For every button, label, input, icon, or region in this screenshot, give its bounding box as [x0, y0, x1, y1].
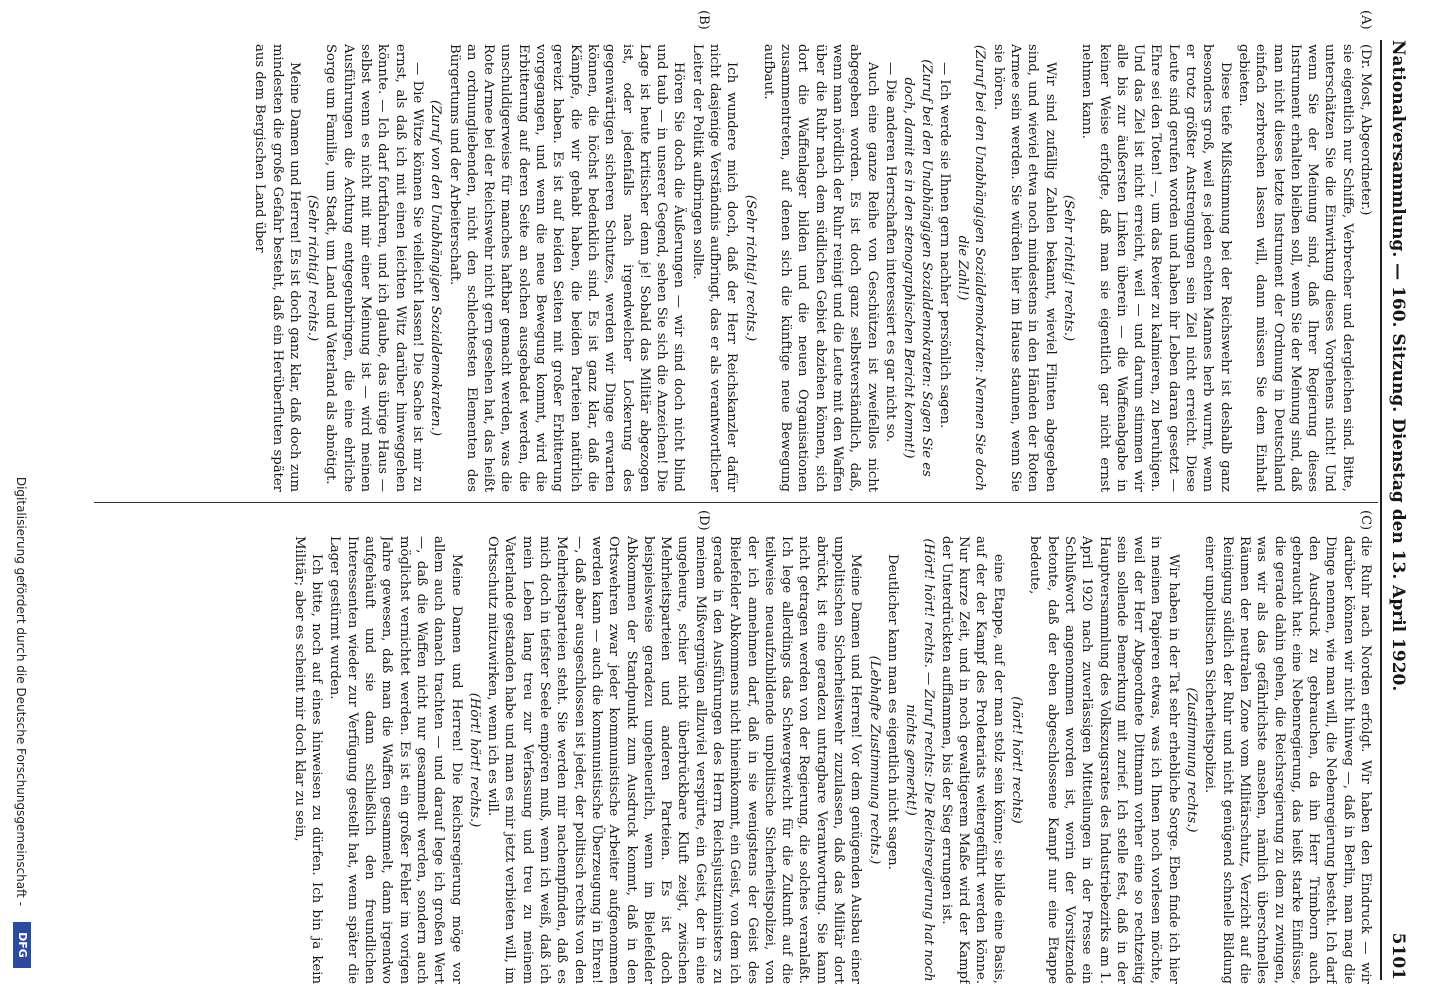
paragraph: Hören Sie doch die Äußerungen — wir sind doch nicht blind und taub — in unserer Gegend, sehen Sie sich die Anzeichen! Die Lage ist heute kritischer denn je! Sobald das Militär abgezogen ist, oder jedenfalls nach irgendwelcher Lockerung des gegenwärtigen sicheren Schutzes, werden wir Dinge erwarten können, die höchst bedenklich sind. Es ist ganz klar, daß die Kämpfe, die wir gehabt haben, die beiden Parteien natürlich gereizt haben. Es ist auf beiden Seiten mit großer Erbitterung vorgegangen, und wenn die neue Bewegung kommt, wird die Erbitterung auf deren Seite an solchen ausgebadet werden, die unschuldigerweise für manches haftbar gemacht werden, was die Rote Armee bei der Reichswehr nicht gern gesehen hat, das heißt an ordnungliebenden, nicht den schlechtesten Elementen des Bürgertums und der Arbeiterschaft. — [446, 44, 687, 492]
interjection: (Zuruf bei den Unabhängigen Sozialdemokraten: Sagen Sie es doch, damit es in den stenographischen Bericht kommt!) — [901, 59, 934, 477]
interjection: (Zustimmung rechts.) — [1184, 687, 1200, 833]
paragraph: Wir sind zufällig Zahlen bekannt, wieviel Flinten abgegeben sind, und wieviel etwa noch mindestens in den Händen der Roten Armee sein werden. Sie würden hier im Hause staunen, wenn Sie sie hören. — [990, 44, 1058, 492]
page-number: 5101 — [1388, 932, 1408, 980]
paragraph: Ich bitte, noch auf eines hinweisen zu dürfen. Ich bin ja kein Militär; aber es scheint mir doch klar zu sein, — [291, 536, 325, 984]
paragraph: — Ich werde sie Ihnen gern nachher persönlich sagen. — [936, 62, 952, 429]
margin-marker-d: (D) — [696, 510, 711, 531]
paragraph: — Die anderen Herrschaften interessiert es gar nicht so. — [882, 62, 898, 443]
paragraph: Auch eine ganze Reihe von Geschützen ist zweifellos nicht abgegeben worden. Es ist doch ganz selbstverständlich, daß, wenn man nördlich der Ruhr reinigt und die Leute mit den Waffen über die Ruhr nach dem südlichen Gebiet abziehen können, sich dort die Waffenlager bilden und die neuen Organisationen zusammentreten, auf denen sich die künftige neue Bewegung aufbaut. — [760, 44, 880, 492]
interjection: (Hört! hört! rechts.) — [466, 692, 482, 828]
paragraph: Diese tiefe Mißstimmung bei der Reichswehr ist deshalb ganz besonders groß, weil es jeden echten Mannes herb wurmt, wenn er trotz größter Anstrengungen sein Ziel nicht erreicht. Diese Leute sind gerufen worden und haben ihr Leben daran gesetzt — Ehre sei den Toten! —, um das Revier zu kalmieren, zu beruhigen. Und das Ziel ist nicht erreicht, weil — und darum stimmen wir alle bis zur äußersten Linken überein — die Waffenabgabe in keiner Weise erfolgte, daß man sie eigentlich gar nicht ernst nehmen kann. — [1079, 44, 1233, 492]
interjection: (Zuruf bei den Unabhängigen Sozialdemokraten: Nennen Sie doch die Zahl!) — [955, 44, 988, 492]
interjection: (Sehr richtig! rechts.) — [305, 194, 321, 342]
paragraph: Meine Damen und Herren! Vor dem genügenden Ausbau einer unpolitischen Sicherheitswehr zuzulassen, daß das Militär dort abrückt, ist eine geradezu untragbare Verantwortung. Sie kann nicht getragen werden von der Regierung, die solches veranlaßt. Ich lege allerdings das Schwergewicht für die Zukunft auf die teilweise neuaufzubildende unpolitische Sicherheitspolizei, von der ich annehmen darf, daß in sie wenigstens der Geist des Bielefelder Abkommens nicht hineinkommt, ein Geist, von dem ich gerade in den Ausführungen des Herrn Reichsjustizministers zu meinem Mißvergnügen allzuviel verspürte, ein Geist, der in eine ungeheure, schier nicht überbrückbare Kluft zeigt, zwischen Mehrheitsparteien und anderen Parteien. Es ist doch beispielsweise geradezu ungeheuerlich, wenn im Bielefelder Abkommen der Standpunkt zum Ausdruck kommt, daß in den Ortswehren zwar jeder kommunistische Arbeiter aufgenommen werden kann — auch die kommunistische Überzeugung in Ehren! —, daß aber ausgeschlossen ist jeder, der politisch rechts von den Mehrheitsparteien steht. Sie werden mir nachempfinden, daß es mich doch in tiefster Seele empören muß, wenn ich weiß, daß ich mein Leben lang treu zur Verfassung und treu zu meinem Vaterlande gestanden habe und man es mir jetzt verbieten will, im Ortsschutz mitzuwirken, wenn ich es will. — [485, 536, 864, 984]
left-column — [98, 44, 1374, 492]
right-column — [98, 536, 1374, 984]
header-rule — [1380, 40, 1382, 980]
paragraph: Meine Damen und Herren! Die Reichsregierung möge vor allem auch danach trachten — und darauf lege ich großen Wert —, daß die Waffen nicht nur gesammelt werden, sondern auch möglichst vernichtet werden. Es ist ein großer Fehler im vorigen Jahre gewesen, daß man die Waffen gesammelt, dann irgendwo aufgehäuft und sie dann schließlich den freundlichen Interessenten wieder zur Verfügung gestellt hat, wenn später die Lager gestürmt wurden. — [327, 536, 464, 984]
document-page — [14, 0, 1412, 1000]
margin-marker-a: (A) — [1358, 10, 1373, 30]
speaker-label: (Dr. Most, Abgeordneter.) — [1358, 44, 1373, 216]
paragraph: Meine Damen und Herren! Es ist doch ganz klar, daß doch zum mindesten die große Gefahr besteht, daß ein Herüberfluten später aus dem Bergischen Land über — [252, 44, 302, 492]
margin-marker-c: (C) — [1358, 510, 1373, 531]
dfg-logo: DFG — [13, 922, 31, 968]
header-title: Nationalversammlung. — 160. Sitzung. Dienstag den 13. April 1920. — [1388, 40, 1408, 692]
interjection: (hört! hört! rechts) — [1009, 696, 1025, 824]
paragraph: eine Etappe, auf der man stolz sein könne; sie bilde eine Basis, auf der der Kampf des Proletariats weitergeführt werden könne. Nur kurze Zeit, und in noch gewaltigerem Maße wird der Kampf der Unterdrückten aufflammen, bis der Sieg errungen ist. — [938, 536, 1006, 984]
interjection: (Sehr richtig! rechts.) — [742, 194, 758, 342]
column-divider — [94, 502, 1378, 503]
paragraph: die Ruhr nach Norden erfolgt. Wir haben den Eindruck — wir darüber können wir nicht hinweg —, daß in Berlin, man mag die Dinge nennen, wie man will, die Nebenregierung besteht. Ich darf den Ausdruck zu gebrauchen, da ihn Herr Trimborn auch gebraucht hat: eine Nebenregierung, das heißt starke Einflüsse, die gerade dahin gehen, die Reichsregierung zu dem zu zwingen, was wir als das gefährlichste ansehen, nämlich überschnelles Räumen der neutralen Zone vom Militärschutz, Verzicht auf die Reinigung südlich der Ruhr und nicht genügend schnelle Bildung einer unpolitischen Sicherheitspolizei. — [1202, 536, 1373, 984]
interjection: (Sehr richtig! rechts.) — [1060, 194, 1076, 342]
interjection: (Hört! hört! rechts. — Zuruf rechts: Die Reichsregierung hat noch nichts gemerkt!) — [903, 538, 936, 982]
digitization-footer — [11, 30, 29, 970]
paragraph: sie eigentlich nur Schiffe, Verbrecher und dergleichen sind. Bitte, unterschätzen Sie die Einwirkung dieses Vorgehens nicht! Und wenn Sie der Meinung sind, daß Ihrer Regierung dieses Instrument erhalten bleiben soll, wenn Sie der Meinung sind, daß man nicht dieses letzte Instrument der Ordnung in Deutschland einfach zerbrechen lassen will, dann müssen Sie dem Einhalt gebieten. — [1235, 44, 1355, 492]
funding-note: Digitalisierung gefördert durch die Deutsche Forschungsgemeinschaft - — [14, 476, 28, 906]
paragraph: Deutlicher kann man es eigentlich nicht sagen. — [884, 554, 900, 870]
interjection: (Lebhafte Zustimmung rechts.) — [866, 655, 882, 865]
paragraph: — Die Witze können Sie vielleicht lassen! Die Sache ist mir zu ernst, als daß ich mit einen leichten Witz darüber hinweggehen könnte. — Ich darf fortfahren, und ich glaube, das übrige Haus — selbst wenn es nicht mit mir einer Meinung ist — wird meinen Ausführungen die Achtung entgegenbringen, die eine ehrliche Sorge um Familie, um Stadt, um Land und Vaterland als abnötigt. — [323, 44, 425, 492]
paragraph: Ich wundere mich doch, daß der Herr Reichskanzler dafür nicht dasjenige Verständnis aufbringt, das er als verantwortlicher Leiter der Politik aufbringen sollte. — [689, 44, 740, 492]
interjection: (Zuruf von den Unabhängigen Sozialdemokraten.) — [428, 99, 444, 437]
margin-marker-b: (B) — [696, 10, 711, 30]
paragraph: Wir haben in der Tat sehr erhebliche Sorge. Eben finde ich hier in meinen Papieren etwas, was ich Ihnen noch vorlesen möchte, weil der Herr Abgeordnete Dittmann vorher eine so rechtzeitig sein sollende Bemerkung mit zurief. Ich stelle fest, daß in der Hauptversammlung des Volkszugsrates des Industriebezirks am 1. April 1920 nach zuverlässigen Mitteilungen in der Presse ein Schlußwort angenommen worden ist, worin der Vorsitzende betonte, daß der eben abgeschlossene Kampf nur eine Etappe bedeute, — [1027, 536, 1181, 984]
page-header — [1382, 40, 1406, 980]
